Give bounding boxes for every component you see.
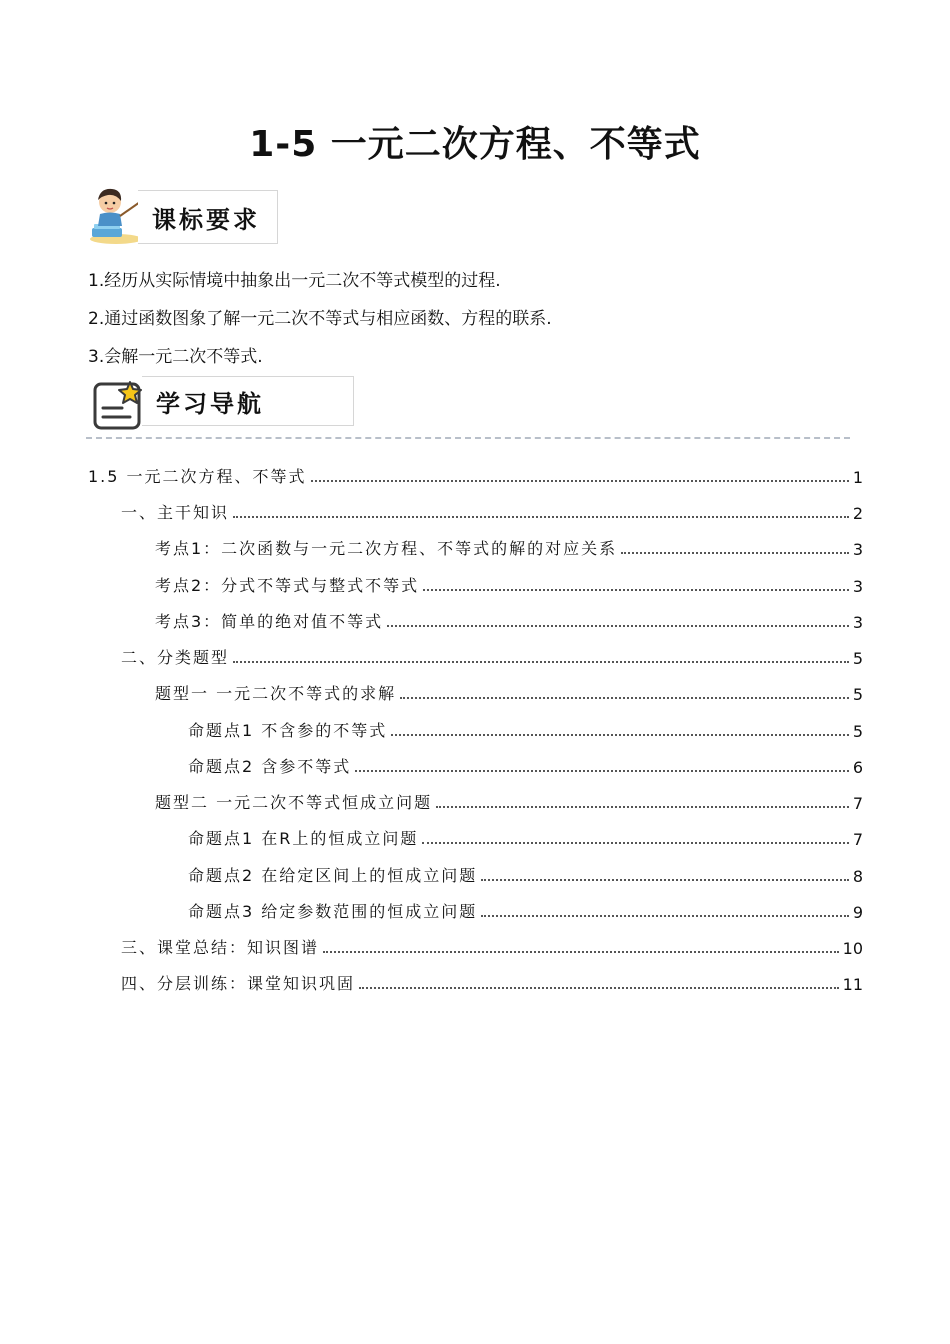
toc-leader: [436, 806, 849, 808]
requirement-item: 3.会解一元二次不等式.: [88, 347, 263, 367]
section-heading-curriculum: 课标要求: [138, 190, 278, 244]
toc-page-number: 7: [852, 794, 863, 813]
toc-entry-label: 命题点1 在R上的恒成立问题: [188, 829, 419, 848]
toc-entry-label: 考点1：二次函数与一元二次方程、不等式的解的对应关系: [155, 539, 618, 558]
toc-entry-label: 命题点2 在给定区间上的恒成立问题: [188, 866, 478, 885]
toc-page-number: 10: [842, 939, 863, 958]
toc-page-number: 8: [852, 867, 863, 886]
toc-entry[interactable]: [188, 719, 863, 741]
section-divider: [86, 437, 850, 439]
toc-entry-label: 命题点3 给定参数范围的恒成立问题: [188, 902, 478, 921]
toc-page-number: 11: [842, 975, 863, 994]
toc-leader: [391, 734, 849, 736]
toc-page-number: 3: [852, 577, 863, 596]
toc-entry[interactable]: [155, 574, 863, 596]
toc-entry[interactable]: [121, 936, 863, 958]
toc-page-number: 9: [852, 903, 863, 922]
toc-leader: [355, 770, 849, 772]
requirement-item: 1.经历从实际情境中抽象出一元二次不等式模型的过程.: [88, 271, 501, 291]
toc-entry[interactable]: [121, 501, 863, 523]
toc-entry-label: 四、分层训练：课堂知识巩固: [121, 974, 356, 993]
toc-entry-label: 三、课堂总结：知识图谱: [121, 938, 320, 957]
toc-entry[interactable]: [88, 465, 863, 487]
toc-entry[interactable]: [155, 682, 863, 704]
toc-page-number: 3: [852, 540, 863, 559]
toc-entry-label: 题型一 一元二次不等式的求解: [155, 684, 397, 703]
toc-entry[interactable]: [155, 791, 863, 813]
toc-entry[interactable]: [155, 610, 863, 632]
toc-leader: [423, 589, 849, 591]
toc-entry[interactable]: [188, 755, 863, 777]
toc-entry-label: 命题点1 不含参的不等式: [188, 721, 388, 740]
toc-entry[interactable]: [155, 537, 863, 559]
toc-leader: [422, 842, 848, 844]
toc-leader: [233, 516, 849, 518]
toc-page-number: 6: [852, 758, 863, 777]
page-title: 1-5 一元二次方程、不等式: [249, 124, 701, 165]
toc-entry[interactable]: [121, 972, 863, 994]
toc-entry-label: 一、主干知识: [121, 503, 230, 522]
toc-leader: [481, 879, 849, 881]
toc-entry-label: 1.5 一元二次方程、不等式: [88, 467, 307, 486]
toc-leader: [621, 552, 849, 554]
toc-leader: [323, 951, 839, 953]
toc-leader: [359, 987, 839, 989]
toc-page-number: 5: [852, 649, 863, 668]
toc-leader: [481, 915, 849, 917]
toc-leader: [387, 625, 849, 627]
toc-entry[interactable]: [121, 646, 863, 668]
toc-leader: [311, 480, 849, 482]
section-header-navigation: [86, 376, 356, 440]
toc-entry-label: 命题点2 含参不等式: [188, 757, 352, 776]
toc-entry-label: 题型二 一元二次不等式恒成立问题: [155, 793, 433, 812]
requirement-item: 2.通过函数图象了解一元二次不等式与相应函数、方程的联系.: [88, 309, 552, 329]
toc-leader: [400, 697, 849, 699]
toc-entry[interactable]: [188, 827, 863, 849]
toc-page-number: 5: [852, 722, 863, 741]
toc-entry-label: 二、分类题型: [121, 648, 230, 667]
toc-leader: [233, 661, 849, 663]
toc-entry-label: 考点3：简单的绝对值不等式: [155, 612, 384, 631]
toc-entry-label: 考点2：分式不等式与整式不等式: [155, 576, 420, 595]
section-heading-navigation: 学习导航: [142, 376, 354, 426]
toc-page-number: 5: [852, 685, 863, 704]
toc-entry[interactable]: [188, 900, 863, 922]
star-list-icon: [92, 378, 148, 434]
toc-page-number: 7: [852, 830, 863, 849]
toc-entry[interactable]: [188, 864, 863, 886]
section-header-curriculum: [86, 184, 286, 248]
toc-page-number: 2: [852, 504, 863, 523]
toc-page-number: 3: [852, 613, 863, 632]
toc-page-number: 1: [852, 468, 863, 487]
